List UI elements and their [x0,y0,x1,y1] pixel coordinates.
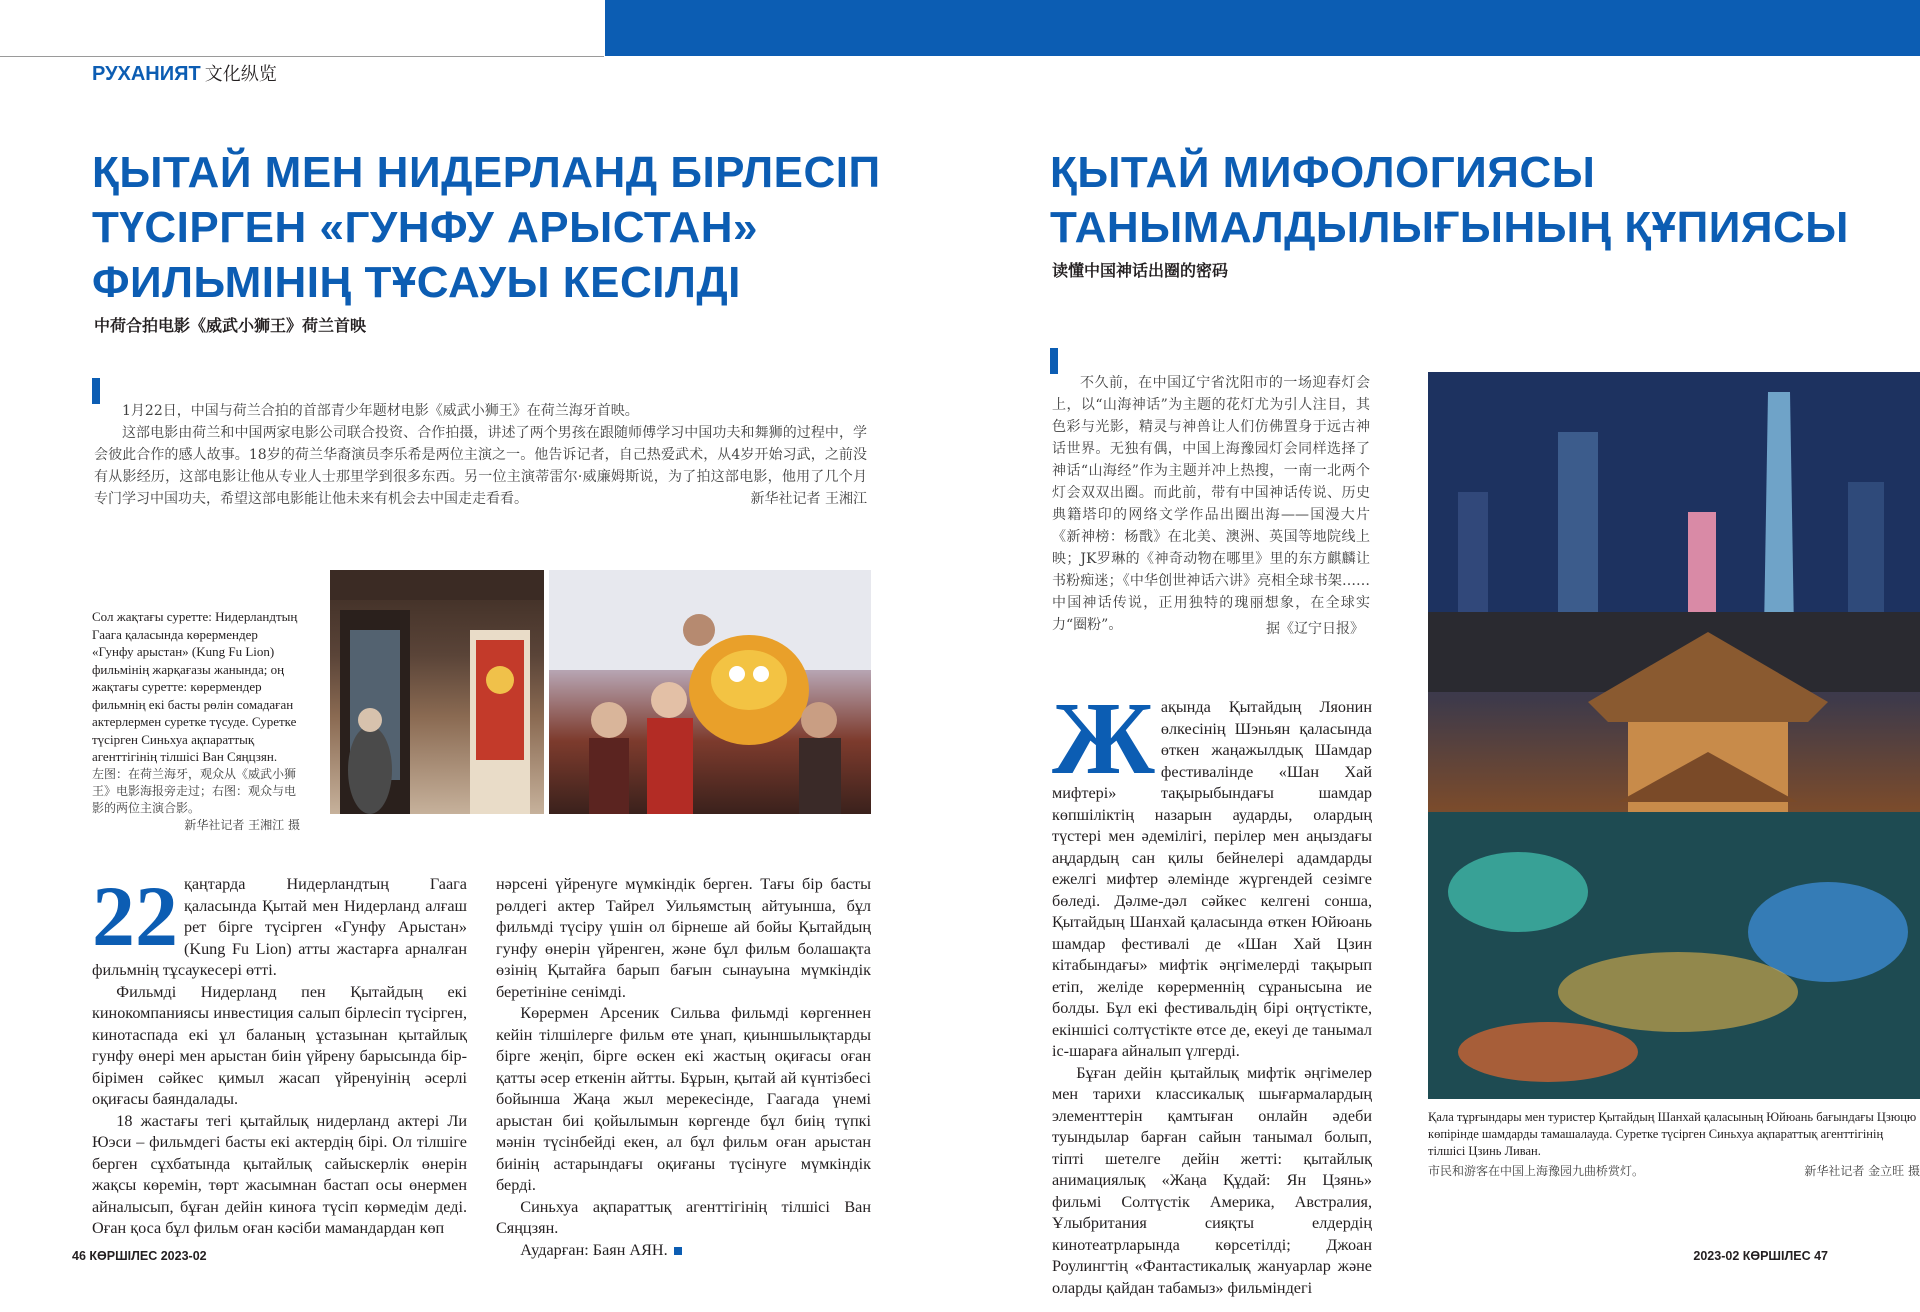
footer-left [72,1249,207,1263]
end-of-article-mark [674,1247,682,1255]
left-body-para-3: 18 жастағы тегі қытайлық нидерланд актері Ли Юэси – фильмдегі басты екі актердің бірі. Ол тілшіге берген сұхбатында қытайлық сайыскерлік өнерін жақсы көремін, төрт жасымнан бастап осы өнермен айналысып, бұған дейін киноға түсіп көрмедім деді. Оған қоса бұл фильм оған кәсіби мамандардан көп [92,1111,467,1237]
left-summary-para-1: 1月22日，中国与荷兰合拍的首部青少年题材电影《威武小狮王》在荷兰海牙首映。 [122,403,639,419]
left-body-column-1 [92,868,467,1240]
section-label-kz: РУХАНИЯТ [92,63,201,85]
footer-right [1693,1249,1828,1263]
right-page-number: 47 [1814,1249,1828,1263]
left-body-para-2: Фильмді Нидерланд пен Қытайдың екі кинокомпаниясы инвестиция салып бірлесіп түсірген, кинотаспада екі ұл баланың ұстазынан қытайлық гунфу өнері мен арыстан биін үйрену барысында бір-бірімен сәйкес қимыл жасап үйренуінің әсерлі оқиғасы баяндалады. [92,982,467,1108]
right-body-para-1: ақында Қытайдың Ляонин өлкесінің Шэньян қаласында өткен жаңажылдық Шамдар фестивалінде «Шан Хай мифтері» тақырыбындағы шамдар көпшіліктің назарын аударды, олардың түстері мен әдемілігі, перілер мен аңыздағы аңдардың сан қилы бейнелері адамдарды ежелгі мифтер әлемінде жүргендей сезімге бөледі. Дәлме-дәл сәйкес келгені сонша, Қытайдың Шанхай қаласында өткен Юйюань шамдар фестивалі де «Шан Хай Цзин кітабындағы» мифтік әңгімелерді тақырып етіп, желіде көрерменнің сұранысына ие болды. Бұл екі фестивальдің бірі оңтүстікте, екіншісі солтүстікте өтсе де, екеуі де танымал іс-шараға айналып үлгерді. [1052,698,1372,1060]
left-footer-text: КӨРШІЛЕС 2023-02 [89,1249,207,1263]
right-photo-caption [1428,1109,1920,1180]
cinema-poster-photo [330,570,544,814]
right-dropcap: Ж [1052,681,1155,796]
right-footer-text: 2023-02 КӨРШІЛЕС [1693,1249,1811,1263]
right-article-subtitle: 读懂中国神话出圈的密码 [1052,261,1229,280]
left-summary-para-2: 这部电影由荷兰和中国两家电影公司联合投资、合作拍摄，讲述了两个男孩在跟随师傅学习中国功夫和舞狮的过程中，学会彼此合作的感人故事。18岁的荷兰华裔演员李乐希是两位主演之一。他告诉记者，自己热爱武术，从4岁开始习武，之前没有从影经历，这部电影让他从专业人士那里学到很多东西。另一位主演蒂雷尔·威廉姆斯说，为了拍这部电影，他用了几个月专门学习中国功夫，希望这部电影能让他未来有机会去中国走走看看。 [94,425,867,507]
right-title-line-1: ҚЫТАЙ МИФОЛОГИЯСЫ [1050,148,1596,197]
header-blue-band [605,0,1920,56]
right-summary-marker [1050,348,1058,374]
left-body-translator: Аударған: Баян АЯН. [520,1240,668,1259]
right-caption-credit: 新华社记者 金立旺 摄 [1804,1164,1920,1178]
header-rule [0,0,604,57]
right-summary-credit: 据《辽宁日报》 [1266,621,1364,637]
section-label [92,60,277,86]
right-caption-kz: Қала тұрғындары мен туристер Қытайдың Шанхай қаласының Юйюань бағындағы Цзюцю көпірінде шамдарды тамашалауда. Суретке түсірген Синьхуа ақпараттық агенттігінің тілшісі Цзинь Ливан. [1428,1110,1917,1158]
left-photo-caption [92,608,300,834]
left-body-para-5: Көрермен Арсеник Сильва фильмді көргеннен кейін тілшілерге фильм өте ұнап, қиыншылықтарды бірге жеңіп, бірге өскен екі жастың оқиғасы оған қатты әсер еткенін айтты. Бұрын, қытай ай күнтізбесі бойынша Жаңа жыл мерекесінде, Гаагада үнемі арыстан биі қойылымын көргенде бұл биің түпкі мәнін түсінбейді екен, ал бұл фильм оған арыстан биінің астарындағы оқиғаны түсінуге мүмкіндік берді. [496,1004,871,1194]
left-caption-cn: 左图：在荷兰海牙，观众从《威武小狮王》电影海报旁走过；右图：观众与电影的两位主演合影。 [92,766,297,815]
left-title-line-2: ТҮСІРГЕН «ГУНФУ АРЫСТАН» [92,203,759,252]
lion-dance-photo [549,570,871,814]
left-body-para-4: нәрсені үйренуге мүмкіндік берген. Тағы бір басты рөлдегі актер Тайрел Уильямстың айтуынша, бұл фильмді түсіру үшін ол бірнеше ай бойы Қытайдың гунфу өнерін үйренген, және бұл фильм болашақта өзінің Қытайға барып бағын сынауына мүмкіндік беретініне сенімді. [496,875,871,1001]
right-summary: 不久前，在中国辽宁省沈阳市的一场迎春灯会上，以“山海神话”为主题的花灯尤为引人注目，其色彩与光影，精灵与神兽让人们仿佛置身于远古神话世界。无独有偶，中国上海豫园灯会同样选择了神话“山海经”作为主题并冲上热搜，一南一北两个灯会双双出圈。而此前，带有中国神话传说、历史典籍塔印的网络文学作品出圈出海——国漫大片《新神榜：杨戬》在北美、澳洲、英国等地院线上映；JK罗琳的《神奇动物在哪里》里的东方麒麟让书粉痴迷；《中华创世神话六讲》亮相全球书架……中国神话传说，正用独特的瑰丽想象，在全球实力“圈粉”。 [1052,375,1370,633]
right-caption-cn: 市民和游客在中国上海豫园九曲桥赏灯。 [1428,1164,1645,1178]
right-body-column [1052,681,1372,1299]
left-body-reporter: Синьхуа ақпараттық агенттігінің тілшісі Ван Сяңцзян. [496,1197,871,1237]
left-article-subtitle: 中荷合拍电影《威武小狮王》荷兰首映 [94,316,367,335]
left-body-column-2 [496,874,871,1261]
left-title-line-1: ҚЫТАЙ МЕН НИДЕРЛАНД БІРЛЕСІП [92,148,881,197]
left-page-number: 46 [72,1249,86,1263]
right-article-title [1050,145,1870,255]
section-label-cn: 文化纵览 [204,64,277,84]
shanghai-lantern-photo [1428,372,1920,1099]
lion-dance-illustration [549,570,871,814]
left-body-para-1: қаңтарда Нидерландтың Гаага қаласында Қытай мен Нидерланд алғаш рет бірге түсірген «Гунфу Арыстан» (Kung Fu Lion) атты жастарға арналған фильмнің тұсаукесері өтті. [92,875,467,979]
left-caption-credit: 新华社记者 王湘江 摄 [184,817,300,832]
left-caption-kz: Сол жақтағы суретте: Нидерландтың Гаага қаласында көрермендер «Гунфу арыстан» (Kung Fu Lion) фильмінің жарқағазы жанында; оң жақтағы суретте: көрермендер фильмнің екі басты рөлін сомадаған актерлермен суретке түсуде. Суретке түсірген Синьхуа ақпараттық агенттігінің тілшісі Ван Сяңцзян. [92,609,298,764]
shanghai-lantern-illustration [1428,372,1920,1099]
left-summary [94,400,867,510]
right-body-para-2: Бұған дейін қытайлық мифтік әңгімелер мен тарихи классикалық шығармалардың элементтерін қамтыған онлайн әдеби туындылар барған сайын танымал болып, тіпті шетелге дейін жетті: қытайлық анимациялық «Жаңа Құдай: Ян Цзянь» фильмі Солтүстік Америка, Австралия, Ұлыбритания сияқты елдердің кинотеатрларында көрсетілді; Джоан Роулингтің «Фантастикалық жануарлар және оларды қайдан табамыз» фильміндегі [1052,1063,1372,1297]
cinema-poster-illustration [330,570,544,814]
left-title-line-3: ФИЛЬМІНІҢ ТҰСАУЫ КЕСІЛДІ [92,258,741,307]
left-article-title [92,145,882,310]
left-summary-credit: 新华社记者 王湘江 [750,491,867,507]
right-title-line-2: ТАНЫМАЛДЫЛЫҒЫНЫҢ ҚҰПИЯСЫ [1050,203,1849,252]
left-dropcap: 22 [92,868,178,964]
